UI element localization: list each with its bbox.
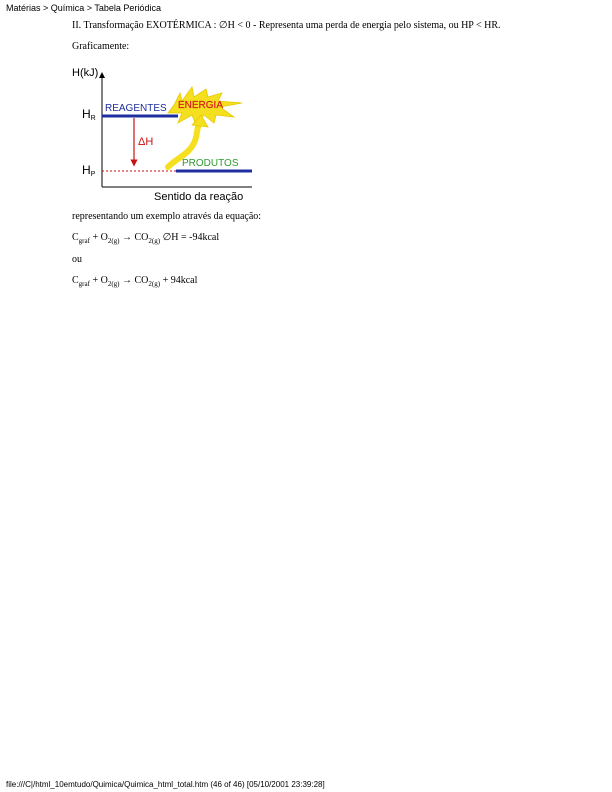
exothermic-heading: II. Transformação EXOTÉRMICA : ∅H < 0 - Representa uma perda de energia pelo sistema, ou HP < HR. <box>72 20 501 31</box>
enthalpy-diagram <box>70 63 260 208</box>
energia-label: ENERGIA <box>178 100 224 111</box>
file-path-footer: file:///C|/html_10emtudo/Quimica/Quimica_html_total.htm (46 of 46) [05/10/2001 23:39:28] <box>6 780 325 789</box>
breadcrumb-link-quimica[interactable]: Química <box>50 3 85 13</box>
breadcrumb-link-materias[interactable]: Matérias <box>6 3 41 13</box>
reagentes-label: REAGENTES <box>105 103 167 114</box>
enthalpy-diagram-svg <box>70 63 260 203</box>
produtos-label: PRODUTOS <box>182 158 239 169</box>
breadcrumb-link-tabela[interactable]: Tabela Periódica <box>94 3 161 13</box>
breadcrumb <box>6 3 161 13</box>
ou-text: ou <box>72 254 82 265</box>
hp-label: HP <box>82 163 96 178</box>
graph-label: Graficamente: <box>72 41 130 52</box>
y-axis-label: H(kJ) <box>72 67 99 79</box>
example-text: representando um exemplo através da equação: <box>72 211 262 222</box>
equation-1: $C_{graf} + O_{2(g)} \to CO_{2(g)}$ ∅H = -94kcal <box>72 232 220 245</box>
delta-h-label: ΔH <box>138 136 154 148</box>
breadcrumb-separator: > <box>40 3 51 13</box>
breadcrumb-separator: > <box>84 3 95 13</box>
hr-label: HR <box>82 107 96 122</box>
x-axis-label: Sentido da reação <box>154 191 244 203</box>
equation-2: $C_{graf} + O_{2(g)} \to CO_{2(g)}$ + 94kcal <box>72 275 198 288</box>
